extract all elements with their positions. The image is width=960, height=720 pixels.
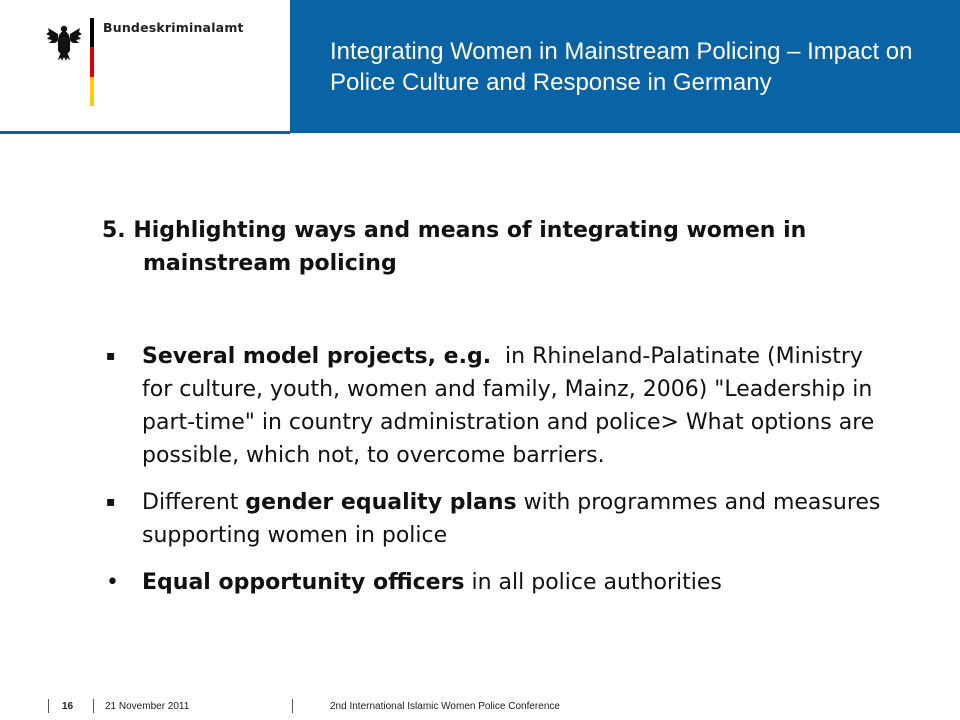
federal-eagle-icon: [46, 22, 82, 62]
page-number: 16: [62, 701, 74, 712]
footer-divider: [93, 699, 94, 713]
bullet-text: with programmes and measures supporting women in police: [142, 490, 888, 548]
footer-date: 21 November 2011: [105, 701, 190, 712]
bullet-prefix-text: Different: [142, 490, 246, 515]
list-item: [102, 486, 888, 552]
footer-conference: 2nd International Islamic Women Police Conference: [330, 701, 560, 712]
flag-red-stripe: [90, 47, 94, 76]
slide-content: [102, 214, 902, 280]
bullet-list: [102, 340, 888, 613]
german-flag-bar: [90, 18, 94, 106]
slide-title: Integrating Women in Mainstream Policing – Impact on Police Culture and Response in Germany: [330, 38, 913, 96]
bullet-bold-text: Several model projects, e.g.: [142, 344, 492, 369]
flag-black-stripe: [90, 18, 94, 47]
organization-name: Bundeskriminalamt: [103, 20, 244, 35]
bullet-bold-text: gender equality plans: [245, 490, 517, 515]
bullet-text: in all police authorities: [464, 570, 722, 595]
square-bullet-icon: ▪: [106, 348, 116, 364]
section-heading: 5. Highlighting ways and means of integrating women in mainstream policing: [102, 218, 807, 276]
footer-divider: [48, 699, 49, 713]
logo-area: [0, 0, 290, 133]
header-band: [290, 0, 960, 133]
list-item: [102, 566, 882, 599]
square-bullet-icon: ▪: [106, 494, 116, 510]
footer-divider: [292, 699, 293, 713]
round-bullet-icon: •: [106, 570, 119, 595]
slide-footer: [0, 697, 960, 720]
header-underline: [0, 131, 290, 134]
bullet-text: in Rhineland-Palatinate (Ministry for culture, youth, women and family, Mainz, 2006) "Leadership in part-time" in country administration and police> What options are possible, which not, to overcome barriers.: [142, 344, 882, 468]
flag-gold-stripe: [90, 77, 94, 106]
bullet-bold-text: Equal opportunity officers: [142, 570, 465, 595]
list-item: [102, 340, 882, 472]
